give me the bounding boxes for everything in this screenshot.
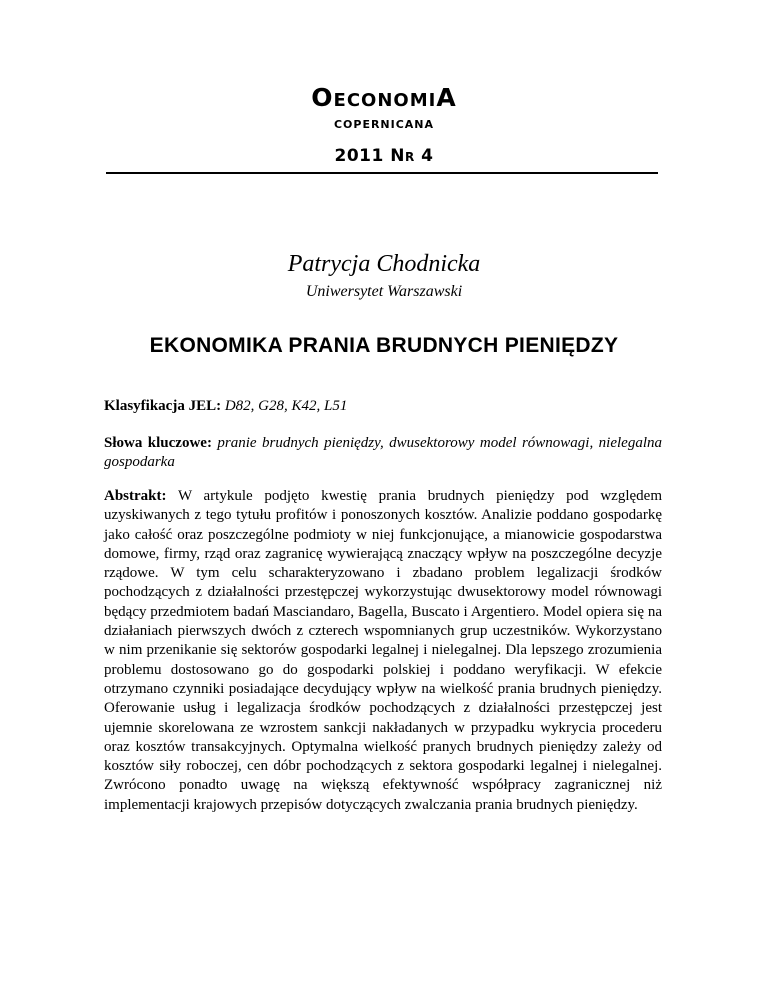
jel-classification bbox=[104, 397, 662, 416]
keywords-text: pranie brudnych pieniędzy, dwusektorowy model równowagi, nielegalna gospodarka bbox=[104, 435, 662, 471]
author-affiliation: Uniwersytet Warszawski bbox=[305, 283, 463, 300]
issue-number: 2011 Nr 4 bbox=[334, 146, 434, 166]
header-divider bbox=[106, 172, 658, 174]
journal-title: OeconomiA bbox=[311, 83, 457, 112]
keywords bbox=[104, 434, 662, 473]
abstract-text: W artykule podjęto kwestię prania brudnych pieniędzy pod względem uzyskiwanych z tego tytułu profitów i ponoszonych kosztów. Analizie poddano gospodarkę jako całość oraz poszczególne podmioty w niej funkcjonujące, a mianowicie gospodarstwa domowe, firmy, rząd oraz zagranicę wywierającą znaczący wpływ na poszczególne decyzje rządowe. W tym celu scharakteryzowano i zbadano problem legalizacji środków pochodzących z działalności przestępczej wykorzystując dwusektorowy model równowagi będący przedmiotem badań Masciandaro, Bagella, Buscato i Argentiero. Model opiera się na działaniach pierwszych dwóch z czterech wspomnianych grup uczestników. Wykorzystano w nim przenikanie się sektorów gospodarki legalnej i nielegalnej. Dla lepszego zrozumienia problemu dostosowano go do gospodarki polskiej i poddano weryfikacji. W efekcie otrzymano czynniki posiadające decydujący wpływ na wielkość prania brudnych pieniędzy. Oferowanie usług i legalizacja środków pochodzących z działalności przestępczej jest ujemnie skorelowana ze wzrostem sankcji nakładanych w przypadku wykrycia procederu oraz kosztów transakcyjnych. Optymalna wielkość pranych brudnych pieniędzy zależy od kosztów siły roboczej, cen dóbr pochodzących z sektora gospodarki legalnej i nielegalnej. Zwrócono ponadto uwagę na większą efektywność współpracy zagranicznej niż implementacji krajowych przepisów dotyczących zwalczania prania brudnych pieniędzy. bbox=[104, 488, 662, 813]
article-title: EKONOMIKA PRANIA BRUDNYCH PIENIĘDZY bbox=[149, 334, 619, 357]
author-name: Patrycja Chodnicka bbox=[287, 251, 481, 277]
jel-codes: D82, G28, K42, L51 bbox=[224, 398, 348, 414]
jel-label: Klasyfikacja JEL: bbox=[104, 398, 222, 414]
abstract bbox=[104, 487, 662, 815]
journal-subtitle: copernicana bbox=[333, 114, 435, 132]
abstract-label: Abstrakt: bbox=[104, 488, 167, 504]
keywords-label: Słowa kluczowe: bbox=[104, 435, 212, 451]
